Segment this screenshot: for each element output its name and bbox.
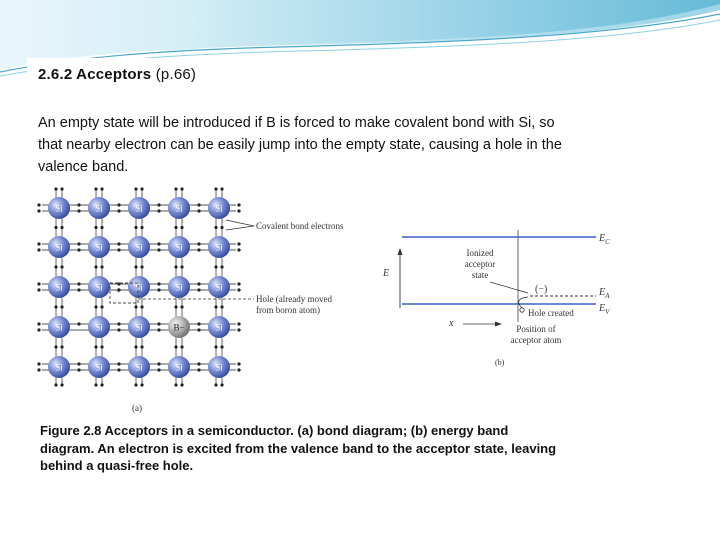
bond-electron <box>37 328 40 331</box>
bond-electron <box>134 226 137 229</box>
bond-electron <box>174 265 177 268</box>
bond-electron <box>237 288 240 291</box>
silicon-atom-label: Si <box>215 242 223 253</box>
silicon-atom-label: Si <box>215 322 223 333</box>
silicon-atom-label: Si <box>55 362 63 373</box>
position-label-2: acceptor atom <box>510 335 562 345</box>
bond-electron <box>180 383 183 386</box>
bond-electron <box>94 345 97 348</box>
caption-line: Figure 2.8 Acceptors in a semiconductor. (a) bond diagram; (b) energy band <box>40 423 509 438</box>
bond-electron <box>180 305 183 308</box>
energy-axis-label: E <box>383 268 390 279</box>
bond-electron <box>197 288 200 291</box>
silicon-atom-label: Si <box>215 362 223 373</box>
bond-electron <box>157 362 160 365</box>
bond-electron <box>140 345 143 348</box>
slide-heading <box>38 66 196 83</box>
bond-electron <box>157 282 160 285</box>
caption-line: diagram. An electron is excited from the valence band to the acceptor state, leaving <box>40 440 557 456</box>
bond-electron <box>140 383 143 386</box>
bond-electron <box>54 383 57 386</box>
bond-electron <box>37 288 40 291</box>
covalent-leader-line <box>226 226 254 230</box>
bond-electron <box>77 282 80 285</box>
bond-electron <box>77 203 80 206</box>
bond-electron <box>197 362 200 365</box>
bond-electron <box>117 368 120 371</box>
bond-electron <box>117 322 120 325</box>
bond-electron <box>237 282 240 285</box>
heading-page-ref: (p.66) <box>155 66 197 83</box>
silicon-atom-label: Si <box>55 242 63 253</box>
silicon-atom-label: Si <box>175 203 183 214</box>
bond-electron <box>77 362 80 365</box>
bond-electron <box>100 345 103 348</box>
bond-electron <box>237 248 240 251</box>
bond-electron <box>117 328 120 331</box>
bond-electron <box>174 226 177 229</box>
bond-electron <box>174 383 177 386</box>
bond-electron <box>100 383 103 386</box>
bond-electron <box>220 305 223 308</box>
bond-electron <box>237 203 240 206</box>
silicon-atom-label: Si <box>175 362 183 373</box>
bond-electron <box>197 209 200 212</box>
bond-electron <box>220 226 223 229</box>
silicon-atom-label: Si <box>215 203 223 214</box>
bond-electron <box>37 362 40 365</box>
bond-electron <box>214 305 217 308</box>
bond-electron <box>214 187 217 190</box>
position-label-1: Position of <box>516 324 556 334</box>
bond-electron <box>157 203 160 206</box>
bond-electron <box>117 203 120 206</box>
silicon-atom-label: Si <box>55 203 63 214</box>
silicon-atom-label: Si <box>135 322 143 333</box>
panel-a-label: (a) <box>132 403 142 413</box>
bond-electron <box>94 305 97 308</box>
bond-electron <box>174 305 177 308</box>
bond-electron <box>220 265 223 268</box>
bond-electron <box>157 288 160 291</box>
bond-electron <box>157 322 160 325</box>
bond-electron <box>94 265 97 268</box>
bond-electron <box>77 288 80 291</box>
bond-electron <box>117 242 120 245</box>
bond-electron <box>237 209 240 212</box>
bond-electron <box>180 345 183 348</box>
caption-line: behind a quasi-free hole. <box>40 458 194 473</box>
silicon-atom-label: Si <box>175 242 183 253</box>
bond-electron <box>60 187 63 190</box>
ec-label: $E_C$ <box>599 233 610 246</box>
bond-electron <box>214 345 217 348</box>
charge-label: (−) <box>535 284 548 295</box>
bond-electron <box>60 345 63 348</box>
covalent-label: Covalent bond electrons <box>256 221 344 231</box>
bond-electron <box>140 187 143 190</box>
x-axis-label: x <box>449 318 454 329</box>
bond-electron <box>37 209 40 212</box>
bond-electron <box>100 226 103 229</box>
bond-electron <box>117 248 120 251</box>
energy-axis-arrow <box>398 248 403 255</box>
bond-electron <box>174 187 177 190</box>
ea-label: $E_A$ <box>599 287 610 300</box>
bond-electron <box>214 265 217 268</box>
hole-marker <box>520 308 524 312</box>
bond-electron <box>77 242 80 245</box>
bond-electron <box>37 248 40 251</box>
bond-electron <box>134 345 137 348</box>
silicon-atom-label: Si <box>215 282 223 293</box>
bond-electron <box>60 265 63 268</box>
silicon-atom-label: Si <box>55 322 63 333</box>
bond-electron <box>100 187 103 190</box>
bond-electron <box>237 322 240 325</box>
bond-electron <box>157 368 160 371</box>
bond-electron <box>197 242 200 245</box>
bond-electron <box>77 209 80 212</box>
silicon-atom-label: Si <box>95 203 103 214</box>
bond-electron <box>134 383 137 386</box>
atom-grid <box>48 197 230 378</box>
bond-electron <box>237 368 240 371</box>
bond-electron <box>197 368 200 371</box>
bond-electron <box>220 345 223 348</box>
hole-created-label: Hole created <box>528 308 574 318</box>
bond-electron <box>214 383 217 386</box>
bond-electron <box>157 248 160 251</box>
bond-electron <box>214 226 217 229</box>
bond-electron <box>54 265 57 268</box>
boron-atom-label: B− <box>173 322 185 333</box>
hole-label-line1: Hole (already moved <box>256 294 332 304</box>
paragraph-line: An empty state will be introduced if B is forced to make covalent bond with Si, so <box>38 115 555 131</box>
bond-electron <box>134 187 137 190</box>
hole-plus-sign: + <box>115 285 122 297</box>
heading-title: 2.6.2 Acceptors <box>38 66 152 83</box>
bond-electron <box>180 226 183 229</box>
panel-b-label: (b) <box>495 358 505 367</box>
bond-electron <box>54 305 57 308</box>
bond-electron <box>157 209 160 212</box>
silicon-atom-label: Si <box>95 362 103 373</box>
bond-electron <box>197 203 200 206</box>
silicon-atom-label: Si <box>175 282 183 293</box>
bond-electron <box>237 242 240 245</box>
bond-electron <box>220 187 223 190</box>
silicon-atom-label: Si <box>95 282 103 293</box>
ionized-label-1: Ionized <box>466 248 494 258</box>
bond-electron <box>100 305 103 308</box>
bond-electron <box>220 383 223 386</box>
bond-electron <box>180 265 183 268</box>
bond-electron <box>60 383 63 386</box>
silicon-atom-label: Si <box>135 282 143 293</box>
covalent-leader-line <box>226 220 254 226</box>
bond-electron <box>77 368 80 371</box>
bond-electron <box>237 328 240 331</box>
bond-electron <box>37 282 40 285</box>
bond-electron <box>180 187 183 190</box>
bond-electron <box>54 345 57 348</box>
figure-caption <box>40 422 620 475</box>
x-axis-arrow <box>495 322 502 327</box>
bond-electron <box>197 328 200 331</box>
paragraph-line: that nearby electron can be easily jump into the empty state, causing a hole in the <box>38 137 562 153</box>
bond-electron <box>54 187 57 190</box>
bond-electron <box>140 265 143 268</box>
bond-electron <box>117 362 120 365</box>
bond-electron <box>37 203 40 206</box>
ev-label: $E_V$ <box>599 303 610 316</box>
transition-arrow <box>519 297 528 308</box>
bond-electron <box>197 282 200 285</box>
paragraph-line: valence band. <box>38 159 129 175</box>
bond-electron <box>117 209 120 212</box>
bond-electron <box>140 305 143 308</box>
bond-electron <box>197 322 200 325</box>
bond-electron <box>174 345 177 348</box>
bond-electron <box>134 305 137 308</box>
bond-electron <box>157 328 160 331</box>
bond-electron <box>134 265 137 268</box>
energy-band-diagram <box>378 222 628 372</box>
bond-electron <box>37 242 40 245</box>
bond-electron <box>77 248 80 251</box>
silicon-atom-label: Si <box>95 322 103 333</box>
bond-electron <box>94 383 97 386</box>
ionized-leader-line <box>490 282 528 293</box>
bond-electron <box>94 187 97 190</box>
body-paragraph <box>38 112 618 178</box>
bond-electron <box>237 362 240 365</box>
bond-electron <box>37 368 40 371</box>
bond-electron <box>157 242 160 245</box>
ionized-label-2: acceptor <box>464 259 496 269</box>
silicon-atom-label: Si <box>95 242 103 253</box>
bond-electron <box>60 226 63 229</box>
bond-electron <box>94 226 97 229</box>
bond-electron <box>100 265 103 268</box>
hole-label-line2: from boron atom) <box>256 305 320 315</box>
bond-diagram <box>30 180 370 415</box>
bond-electron <box>60 305 63 308</box>
ionized-label-3: state <box>471 270 489 280</box>
silicon-atom-label: Si <box>55 282 63 293</box>
bond-electron <box>54 226 57 229</box>
bond-electron <box>140 226 143 229</box>
bond-electron <box>197 248 200 251</box>
silicon-atom-label: Si <box>135 203 143 214</box>
bond-electron <box>37 322 40 325</box>
silicon-atom-label: Si <box>135 362 143 373</box>
bond-electron <box>77 322 80 325</box>
silicon-atom-label: Si <box>135 242 143 253</box>
